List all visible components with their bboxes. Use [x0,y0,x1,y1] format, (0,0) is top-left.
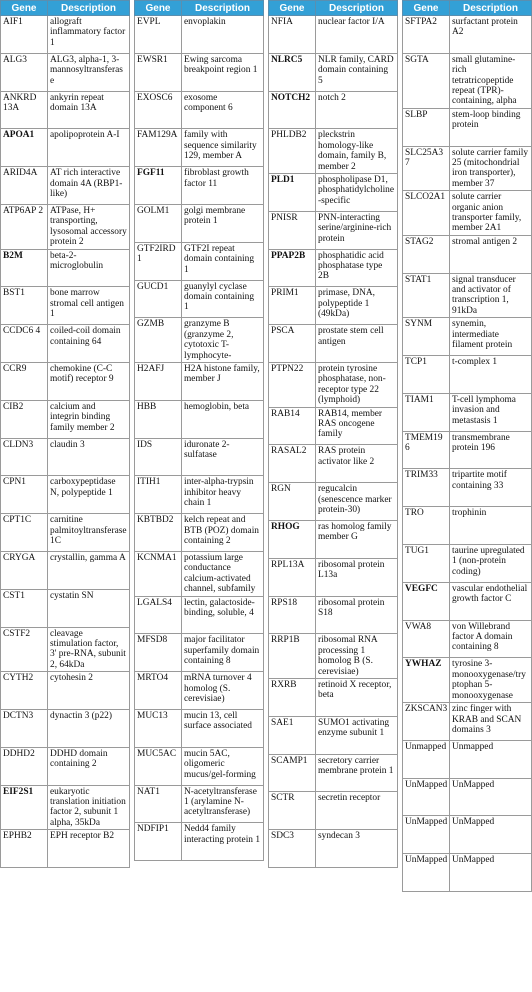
table-row [135,318,264,363]
description-header: Description [182,1,264,16]
description-cell: calcium and integrin binding family member 2 [48,400,130,438]
table-header-row [403,1,532,16]
gene-cell: YWHAZ [403,658,450,703]
description-cell: allograft inflammatory factor 1 [48,16,130,54]
table-row [1,438,130,476]
table-header-row [1,1,130,16]
description-cell: lectin, galactoside-binding, soluble, 4 [182,596,264,634]
gene-cell: TUG1 [403,545,450,583]
gene-cell: GZMB [135,318,182,363]
table-row [1,672,130,710]
gene-header: Gene [269,1,316,16]
gene-cell: DDHD2 [1,747,48,785]
gene-cell: FAM129A [135,129,182,167]
table-row [403,545,532,583]
table-row [135,785,264,823]
table-row [1,287,130,325]
description-cell: AT rich interactive domain 4A (RBP1-like) [48,167,130,205]
gene-cell: RAB14 [269,407,316,445]
description-cell: stromal antigen 2 [450,235,532,273]
table-row [403,740,532,778]
gene-cell: CLDN3 [1,438,48,476]
table-row [135,634,264,672]
gene-table [402,0,532,892]
gene-cell: RASAL2 [269,445,316,483]
gene-cell: CPN1 [1,476,48,514]
table-row [1,627,130,672]
description-cell: mucin 13, cell surface associated [182,710,264,748]
description-header: Description [48,1,130,16]
description-cell: potassium large conductance calcium-activated channel, subfamily [182,551,264,596]
description-cell: RAB14, member RAS oncogene family [316,407,398,445]
gene-cell: Unmapped [403,740,450,778]
description-cell: prostate stem cell antigen [316,325,398,363]
description-cell: family with sequence similarity 129, member A [182,129,264,167]
table-row [1,830,130,868]
description-cell: major facilitator superfamily domain containing 8 [182,634,264,672]
description-cell: retinoid X receptor, beta [316,679,398,717]
table-row [269,211,398,249]
gene-cell: UnMapped [403,778,450,816]
table-row [1,325,130,363]
table-row [269,521,398,559]
table-row [269,91,398,129]
table-row [403,854,532,892]
gene-cell: EXOSC6 [135,91,182,129]
description-cell: small glutamine-rich tetratricopeptide repeat (TPR)-containing, alpha [450,53,532,108]
description-cell: bone marrow stromal cell antigen 1 [48,287,130,325]
gene-cell: CYTH2 [1,672,48,710]
description-cell: envoplakin [182,16,264,54]
description-cell: Unmapped [450,740,532,778]
gene-table [268,0,398,868]
gene-cell: ARID4A [1,167,48,205]
description-cell: vascular endothelial growth factor C [450,582,532,620]
gene-cell: NAT1 [135,785,182,823]
gene-cell: SGTA [403,53,450,108]
gene-cell: EVPL [135,16,182,54]
description-cell: beta-2-microglobulin [48,249,130,287]
gene-cell: CCDC6 4 [1,325,48,363]
table-row [403,235,532,273]
description-cell: phospholipase D1, phosphatidylcholine-specific [316,174,398,212]
gene-cell: VWA8 [403,620,450,658]
gene-cell: KCNMA1 [135,551,182,596]
description-cell: nuclear factor I/A [316,16,398,54]
description-cell: trophinin [450,507,532,545]
description-cell: cystatin SN [48,589,130,627]
table-row [269,558,398,596]
description-cell: claudin 3 [48,438,130,476]
gene-table [134,0,264,861]
table-row [1,53,130,91]
description-cell: carnitine palmitoyltransferase 1C [48,514,130,552]
table-row [269,445,398,483]
gene-cell: HBB [135,400,182,438]
table-row [403,108,532,146]
description-cell: inter-alpha-trypsin inhibitor heavy chain 1 [182,476,264,514]
table-row [135,551,264,596]
gene-cell: EPHB2 [1,830,48,868]
gene-cell: SDC3 [269,830,316,868]
table-row [269,174,398,212]
description-cell: fibroblast growth factor 11 [182,167,264,205]
gene-cell: PNISR [269,211,316,249]
table-row [269,363,398,408]
gene-cell: RPL13A [269,558,316,596]
gene-cell: CIB2 [1,400,48,438]
table-row [1,363,130,401]
gene-cell: NOTCH2 [269,91,316,129]
table-row [1,400,130,438]
table-row [1,589,130,627]
description-cell: UnMapped [450,778,532,816]
table-row [135,280,264,318]
description-cell: chemokine (C-C motif) receptor 9 [48,363,130,401]
table-body [269,16,398,868]
gene-cell: H2AFJ [135,363,182,401]
table-row [135,242,264,280]
table-row [269,16,398,54]
table-row [135,672,264,710]
gene-cell: PTPN22 [269,363,316,408]
table-row [403,469,532,507]
table-column-2 [134,0,264,892]
table-row [403,507,532,545]
table-row [403,620,532,658]
table-column-4 [402,0,532,892]
table-row [403,191,532,236]
description-cell: cleavage stimulation factor, 3' pre-RNA, subunit 2, 64kDa [48,627,130,672]
gene-cell: STAT1 [403,273,450,318]
gene-cell: RGN [269,483,316,521]
description-cell: surfactant protein A2 [450,16,532,54]
table-row [403,658,532,703]
description-cell: transmembrane protein 196 [450,431,532,469]
table-row [269,634,398,679]
gene-cell: PLD1 [269,174,316,212]
gene-cell: FGF11 [135,167,182,205]
gene-cell: UnMapped [403,816,450,854]
gene-cell: KBTBD2 [135,514,182,552]
table-row [269,129,398,174]
description-cell: N-acetyltransferase 1 (arylamine N-acetyltransferase) [182,785,264,823]
gene-cell: SLCO2A1 [403,191,450,236]
description-cell: ATPase, H+ transporting, lysosomal accessory protein 2 [48,204,130,249]
table-row [403,703,532,741]
description-cell: ras homolog family member G [316,521,398,559]
description-cell: hemoglobin, beta [182,400,264,438]
table-row [403,146,532,191]
table-row [135,16,264,54]
description-cell: ribosomal protein L13a [316,558,398,596]
table-row [135,710,264,748]
gene-cell: MUC13 [135,710,182,748]
table-row [269,716,398,754]
gene-cell: ITIH1 [135,476,182,514]
description-cell: primase, DNA, polypeptide 1 (49kDa) [316,287,398,325]
description-cell: coiled-coil domain containing 64 [48,325,130,363]
table-row [269,754,398,792]
gene-cell: APOA1 [1,129,48,167]
table-row [135,167,264,205]
table-row [1,167,130,205]
description-cell: solute carrier family 25 (mitochondrial iron transporter), member 37 [450,146,532,191]
table-column-1 [0,0,130,892]
description-cell: mucin 5AC, oligomeric mucus/gel-forming [182,747,264,785]
table-row [1,129,130,167]
table-row [269,596,398,634]
gene-cell: CRYGA [1,551,48,589]
description-cell: phosphatidic acid phosphatase type 2B [316,249,398,287]
description-header: Description [450,1,532,16]
table-column-3 [268,0,398,892]
table-row [135,53,264,91]
gene-cell: CST1 [1,589,48,627]
gene-cell: GTF2IRD 1 [135,242,182,280]
table-header-row [135,1,264,16]
gene-cell: RHOG [269,521,316,559]
gene-cell: TCP1 [403,356,450,394]
gene-cell: CSTF2 [1,627,48,672]
gene-cell: SAE1 [269,716,316,754]
description-cell: NLR family, CARD domain containing 5 [316,53,398,91]
description-cell: cytohesin 2 [48,672,130,710]
description-cell: mRNA turnover 4 homolog (S. cerevisiae) [182,672,264,710]
table-row [269,679,398,717]
description-cell: secretory carrier membrane protein 1 [316,754,398,792]
gene-cell: TRIM33 [403,469,450,507]
gene-header: Gene [1,1,48,16]
table-row [1,710,130,748]
description-cell: apolipoprotein A-I [48,129,130,167]
description-cell: notch 2 [316,91,398,129]
table-body [403,16,532,892]
description-cell: t-complex 1 [450,356,532,394]
table-row [403,273,532,318]
description-cell: syndecan 3 [316,830,398,868]
gene-table [0,0,130,868]
gene-cell: DCTN3 [1,710,48,748]
table-row [135,823,264,861]
description-cell: T-cell lymphoma invasion and metastasis 1 [450,393,532,431]
gene-cell: PSCA [269,325,316,363]
gene-cell: UnMapped [403,854,450,892]
table-row [269,287,398,325]
gene-cell: RRP1B [269,634,316,679]
table-row [135,476,264,514]
gene-cell: SCTR [269,792,316,830]
table-row [135,129,264,167]
description-cell: granzyme B (granzyme 2, cytotoxic T-lymphocyte- [182,318,264,363]
gene-cell: MFSD8 [135,634,182,672]
gene-header: Gene [135,1,182,16]
gene-header: Gene [403,1,450,16]
gene-cell: MRTO4 [135,672,182,710]
gene-cell: SLBP [403,108,450,146]
gene-cell: AIF1 [1,16,48,54]
table-row [1,514,130,552]
description-cell: GTF2I repeat domain containing 1 [182,242,264,280]
description-cell: carboxypeptidase N, polypeptide 1 [48,476,130,514]
table-row [403,16,532,54]
table-row [135,514,264,552]
table-row [135,747,264,785]
table-row [1,249,130,287]
gene-cell: B2M [1,249,48,287]
gene-cell: SFTPA2 [403,16,450,54]
gene-cell: GUCD1 [135,280,182,318]
table-body [135,16,264,861]
description-cell: ALG3, alpha-1, 3-mannosyltransferase [48,53,130,91]
gene-cell: BST1 [1,287,48,325]
table-row [269,249,398,287]
gene-cell: CCR9 [1,363,48,401]
description-cell: guanylyl cyclase domain containing 1 [182,280,264,318]
gene-cell: ATP6AP 2 [1,204,48,249]
gene-cell: LGALS4 [135,596,182,634]
description-header: Description [316,1,398,16]
description-cell: stem-loop binding protein [450,108,532,146]
description-cell: eukaryotic translation initiation factor 2, subunit 1 alpha, 35kDa [48,785,130,830]
gene-cell: SCAMP1 [269,754,316,792]
gene-cell: ALG3 [1,53,48,91]
description-cell: UnMapped [450,854,532,892]
gene-cell: VEGFC [403,582,450,620]
gene-cell: IDS [135,438,182,476]
gene-cell: PRIM1 [269,287,316,325]
table-row [403,356,532,394]
description-cell: golgi membrane protein 1 [182,204,264,242]
gene-cell: RXRB [269,679,316,717]
table-row [135,363,264,401]
table-row [269,53,398,91]
table-row [403,318,532,356]
gene-cell: STAG2 [403,235,450,273]
description-cell: regucalcin (senescence marker protein-30) [316,483,398,521]
table-row [269,483,398,521]
gene-cell: NDFIP1 [135,823,182,861]
description-cell: exosome component 6 [182,91,264,129]
gene-cell: NLRC5 [269,53,316,91]
description-cell: kelch repeat and BTB (POZ) domain containing 2 [182,514,264,552]
description-cell: DDHD domain containing 2 [48,747,130,785]
table-row [1,747,130,785]
description-cell: Nedd4 family interacting protein 1 [182,823,264,861]
table-row [1,16,130,54]
description-cell: ribosomal protein S18 [316,596,398,634]
description-cell: secretin receptor [316,792,398,830]
gene-cell: MUC5AC [135,747,182,785]
table-row [403,816,532,854]
description-cell: solute carrier organic anion transporter family, member 2A1 [450,191,532,236]
gene-cell: EWSR1 [135,53,182,91]
table-row [1,91,130,129]
description-cell: tyrosine 3-monooxygenase/tryptophan 5-monooxygenase [450,658,532,703]
description-cell: EPH receptor B2 [48,830,130,868]
gene-cell: EIF2S1 [1,785,48,830]
table-row [403,431,532,469]
description-cell: ankyrin repeat domain 13A [48,91,130,129]
description-cell: PNN-interacting serine/arginine-rich protein [316,211,398,249]
description-cell: taurine upregulated 1 (non-protein coding) [450,545,532,583]
table-row [269,830,398,868]
table-row [135,400,264,438]
description-cell: H2A histone family, member J [182,363,264,401]
gene-cell: NFIA [269,16,316,54]
gene-cell: TIAM1 [403,393,450,431]
gene-cell: PHLDB2 [269,129,316,174]
gene-cell: ANKRD 13A [1,91,48,129]
description-cell: crystallin, gamma A [48,551,130,589]
table-row [135,204,264,242]
gene-cell: ZKSCAN3 [403,703,450,741]
description-cell: pleckstrin homology-like domain, family B, member 2 [316,129,398,174]
description-cell: Ewing sarcoma breakpoint region 1 [182,53,264,91]
description-cell: protein tyrosine phosphatase, non-receptor type 22 (lymphoid) [316,363,398,408]
gene-cell: TMEM19 6 [403,431,450,469]
table-row [1,476,130,514]
table-row [135,596,264,634]
table-row [269,792,398,830]
description-cell: RAS protein activator like 2 [316,445,398,483]
description-cell: ribosomal RNA processing 1 homolog B (S. cerevisiae) [316,634,398,679]
description-cell: von Willebrand factor A domain containing 8 [450,620,532,658]
gene-cell: CPT1C [1,514,48,552]
table-header-row [269,1,398,16]
description-cell: iduronate 2-sulfatase [182,438,264,476]
description-cell: zinc finger with KRAB and SCAN domains 3 [450,703,532,741]
description-cell: UnMapped [450,816,532,854]
table-row [269,325,398,363]
gene-cell: PPAP2B [269,249,316,287]
table-row [269,407,398,445]
table-row [403,53,532,108]
gene-cell: SYNM [403,318,450,356]
table-row [403,582,532,620]
gene-cell: GOLM1 [135,204,182,242]
table-row [1,551,130,589]
table-row [135,438,264,476]
table-row [403,393,532,431]
table-row [403,778,532,816]
description-cell: SUMO1 activating enzyme subunit 1 [316,716,398,754]
description-cell: synemin, intermediate filament protein [450,318,532,356]
table-row [135,91,264,129]
gene-cell: SLC25A3 7 [403,146,450,191]
description-cell: dynactin 3 (p22) [48,710,130,748]
description-cell: tripartite motif containing 33 [450,469,532,507]
gene-cell: TRO [403,507,450,545]
description-cell: signal transducer and activator of transcription 1, 91kDa [450,273,532,318]
table-body [1,16,130,868]
gene-cell: RPS18 [269,596,316,634]
table-row [1,785,130,830]
table-row [1,204,130,249]
